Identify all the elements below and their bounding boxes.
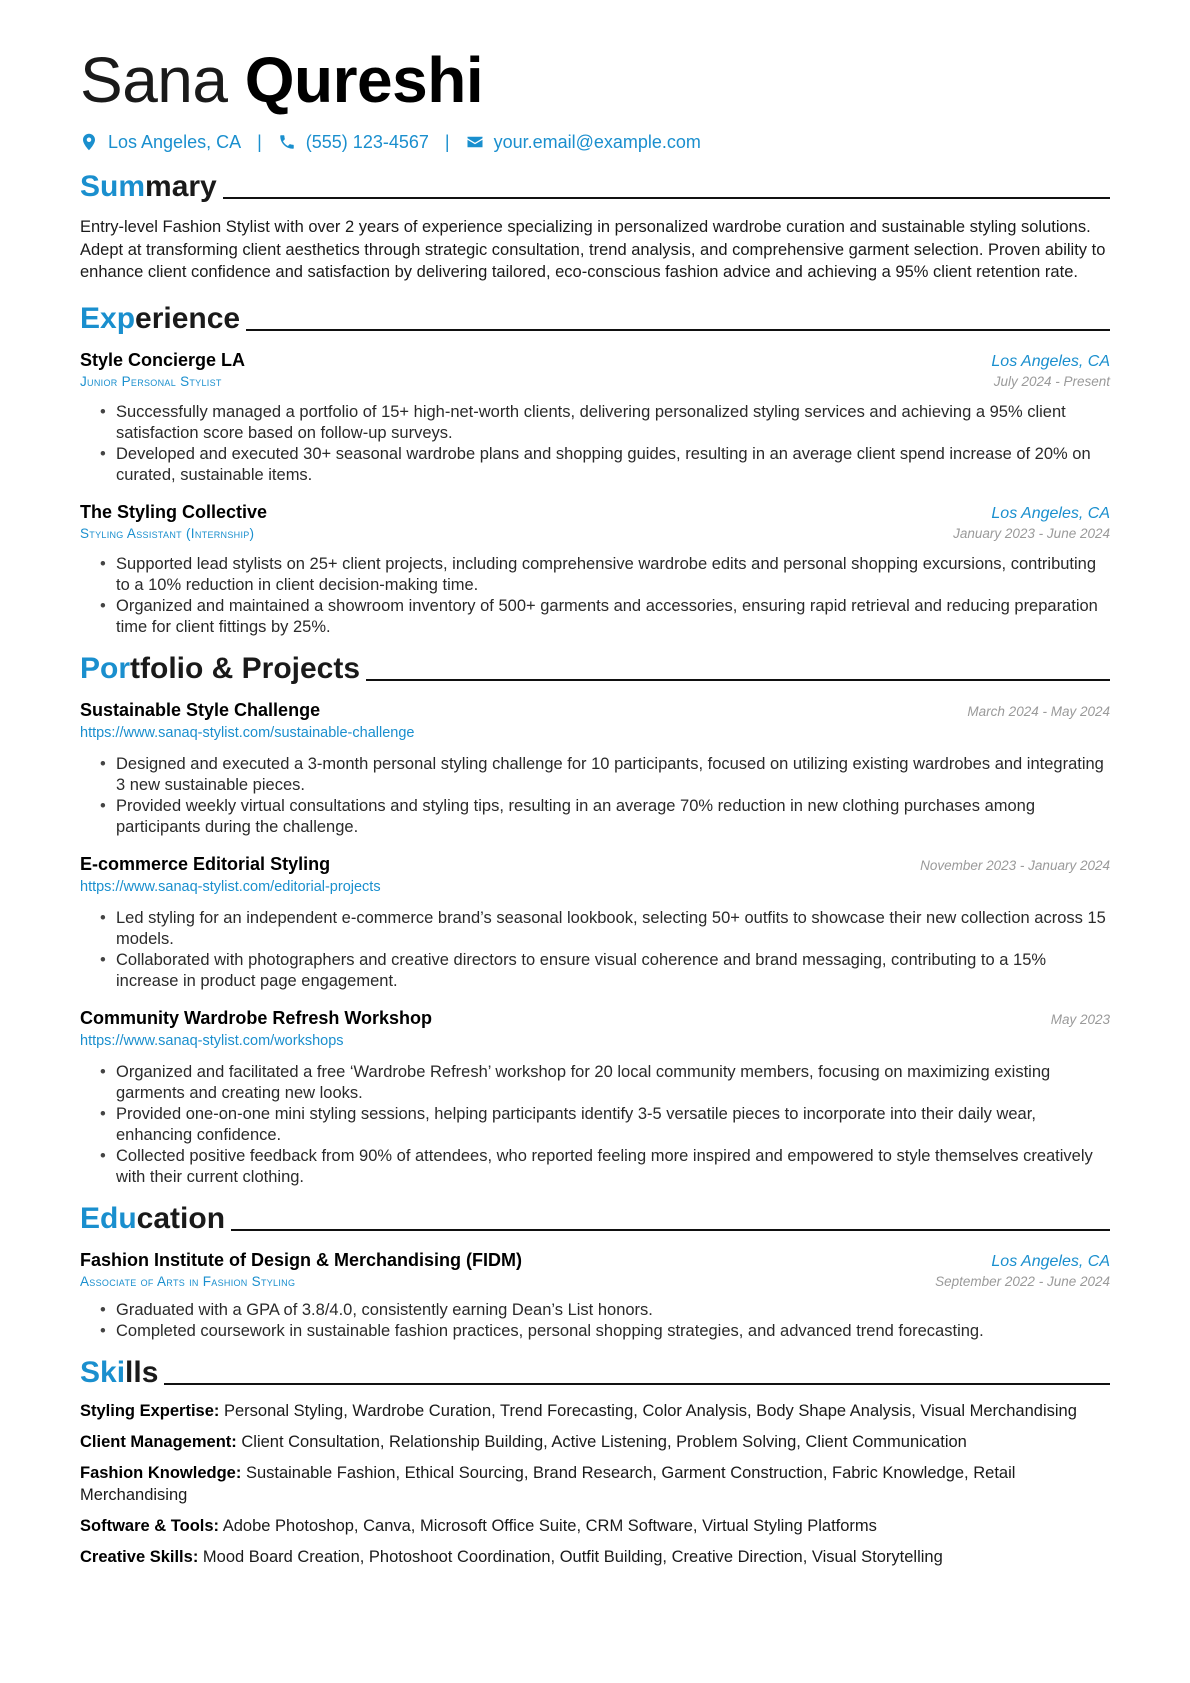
skill-line (80, 1462, 1110, 1506)
experience-entry (80, 348, 1110, 486)
section-rule (164, 1383, 1110, 1385)
project-name: E-commerce Editorial Styling (80, 853, 331, 874)
entry-location: Los Angeles, CA (991, 1252, 1110, 1270)
entry-location: Los Angeles, CA (991, 352, 1110, 370)
skill-value: Client Consultation, Relationship Building, Active Listening, Problem Solving, Client Communication (241, 1432, 967, 1451)
skill-line (80, 1400, 1110, 1422)
skill-label: Software & Tools: (80, 1516, 220, 1535)
projects-heading: Portfolio & Projects (80, 646, 1110, 686)
list-item: • Graduated with a GPA of 3.8/4.0, consistently earning Dean’s List honors. (116, 1300, 1110, 1321)
phone-icon (278, 133, 296, 151)
project-name: Sustainable Style Challenge (80, 699, 321, 720)
bullet-list (80, 1062, 1110, 1188)
entry-dates: March 2024 - May 2024 (967, 703, 1110, 719)
summary-heading: Summary (80, 164, 1110, 204)
project-link[interactable]: https://www.sanaq-stylist.com/editorial-projects (80, 878, 381, 895)
education-entry (80, 1248, 1110, 1342)
list-item: • Provided weekly virtual consultations and styling tips, resulting in an average 70% reduction in new clothing purchases among participants during the challenge. (116, 796, 1110, 838)
job-role: Styling Assistant (Internship) (80, 525, 255, 541)
list-item: • Successfully managed a portfolio of 15+ high-net-worth clients, delivering personalized styling services and achieving a 95% client satisfaction score based on follow-up surveys. (116, 402, 1110, 444)
contact-separator: | (257, 131, 262, 152)
contact-location (80, 132, 241, 153)
section-rule (366, 679, 1110, 681)
skill-line (80, 1515, 1110, 1537)
map-pin-icon (80, 133, 98, 151)
education-heading: Education (80, 1196, 1110, 1236)
job-role: Junior Personal Stylist (80, 373, 222, 389)
list-item: • Designed and executed a 3-month personal styling challenge for 10 participants, focused on utilizing existing wardrobes and integrating 3 new sustainable pieces. (116, 754, 1110, 796)
skill-value: Mood Board Creation, Photoshoot Coordination, Outfit Building, Creative Direction, Visual Storytelling (202, 1547, 943, 1566)
section-rule (223, 197, 1110, 199)
email-text: your.email@example.com (493, 131, 701, 152)
skill-label: Creative Skills: (80, 1547, 199, 1566)
list-item: • Organized and maintained a showroom inventory of 500+ garments and accessories, ensuring rapid retrieval and reducing preparation time for client fittings by 25%. (116, 596, 1110, 638)
first-name: Sana (80, 44, 228, 116)
list-item: • Led styling for an independent e-commerce brand’s seasonal lookbook, selecting 50+ outfits to showcase their new collection across 15 models. (116, 908, 1110, 950)
list-item: • Collaborated with photographers and creative directors to ensure visual coherence and brand messaging, contributing to a 15% increase in product page engagement. (116, 950, 1110, 992)
project-name: Community Wardrobe Refresh Workshop (80, 1007, 433, 1028)
list-item: • Supported lead stylists on 25+ client projects, including comprehensive wardrobe edits and personal shopping excursions, contributing to a 10% reduction in client decision-making time. (116, 554, 1110, 596)
skill-value: Personal Styling, Wardrobe Curation, Trend Forecasting, Color Analysis, Body Shape Analysis, Visual Merchandising (223, 1401, 1077, 1420)
bullet-list (80, 908, 1110, 992)
experience-entry (80, 500, 1110, 638)
list-item: • Collected positive feedback from 90% of attendees, who reported feeling more inspired and empowered to style themselves creatively with their current clothing. (116, 1146, 1110, 1188)
bullet-list (80, 402, 1110, 486)
degree: Associate of Arts in Fashion Styling (80, 1273, 296, 1289)
summary-text: Entry-level Fashion Stylist with over 2 years of experience specializing in personalized wardrobe curation and sustainable styling solutions. Adept at transforming client aesthetics through strategic consultation, trend analysis, and comprehensive garment selection. Proven ability to enhance client confidence and satisfaction by delivering tailored, eco-conscious fashion advice and achieving a 95% client retention rate. (80, 218, 1106, 281)
location-text: Los Angeles, CA (108, 131, 242, 152)
last-name: Qureshi (244, 44, 484, 116)
entry-dates: May 2023 (1050, 1011, 1110, 1027)
project-entry (80, 698, 1110, 838)
skill-line (80, 1431, 1110, 1453)
contact-separator: | (444, 131, 450, 152)
entry-dates: January 2023 - June 2024 (953, 525, 1110, 541)
skills-heading: Skills (80, 1350, 1110, 1390)
envelope-icon (466, 133, 484, 151)
company-name: The Styling Collective (80, 501, 268, 522)
project-entry (80, 852, 1110, 992)
bullet-list (80, 1300, 1110, 1342)
phone-text: (555) 123-4567 (305, 131, 429, 152)
project-link[interactable]: https://www.sanaq-stylist.com/sustainable-challenge (80, 724, 415, 741)
contact-phone[interactable] (278, 132, 429, 153)
skill-label: Client Management: (80, 1432, 237, 1451)
skill-value: Sustainable Fashion, Ethical Sourcing, Brand Research, Garment Construction, Fabric Knowledge, Retail Merchandising (80, 1463, 1016, 1504)
contact-email[interactable] (466, 132, 701, 153)
skill-label: Fashion Knowledge: (80, 1463, 242, 1482)
skill-label: Styling Expertise: (80, 1401, 220, 1420)
entry-dates: November 2023 - January 2024 (920, 857, 1110, 873)
bullet-list (80, 754, 1110, 838)
entry-dates: July 2024 - Present (993, 373, 1110, 389)
school-name: Fashion Institute of Design & Merchandising (FIDM) (80, 1249, 523, 1270)
company-name: Style Concierge LA (80, 349, 246, 370)
bullet-list (80, 554, 1110, 638)
skill-value: Adobe Photoshop, Canva, Microsoft Office Suite, CRM Software, Virtual Styling Platforms (222, 1516, 877, 1535)
candidate-name (80, 44, 1110, 116)
entry-location: Los Angeles, CA (991, 504, 1110, 522)
skill-line (80, 1546, 1110, 1568)
list-item: • Developed and executed 30+ seasonal wardrobe plans and shopping guides, resulting in an average client spend increase of 20% on curated, sustainable items. (116, 444, 1110, 486)
project-entry (80, 1006, 1110, 1188)
list-item: • Organized and facilitated a free ‘Wardrobe Refresh’ workshop for 20 local community members, focusing on maximizing existing garments and creating new looks. (116, 1062, 1110, 1104)
contact-bar (80, 128, 1110, 156)
section-rule (231, 1229, 1110, 1231)
section-rule (246, 329, 1110, 331)
list-item: • Provided one-on-one mini styling sessions, helping participants identify 3-5 versatile pieces to incorporate into their daily wear, enhancing confidence. (116, 1104, 1110, 1146)
entry-dates: September 2022 - June 2024 (935, 1273, 1110, 1289)
experience-heading: Experience (80, 296, 1110, 336)
list-item: • Completed coursework in sustainable fashion practices, personal shopping strategies, and advanced trend forecasting. (116, 1321, 1110, 1342)
project-link[interactable]: https://www.sanaq-stylist.com/workshops (80, 1032, 344, 1049)
